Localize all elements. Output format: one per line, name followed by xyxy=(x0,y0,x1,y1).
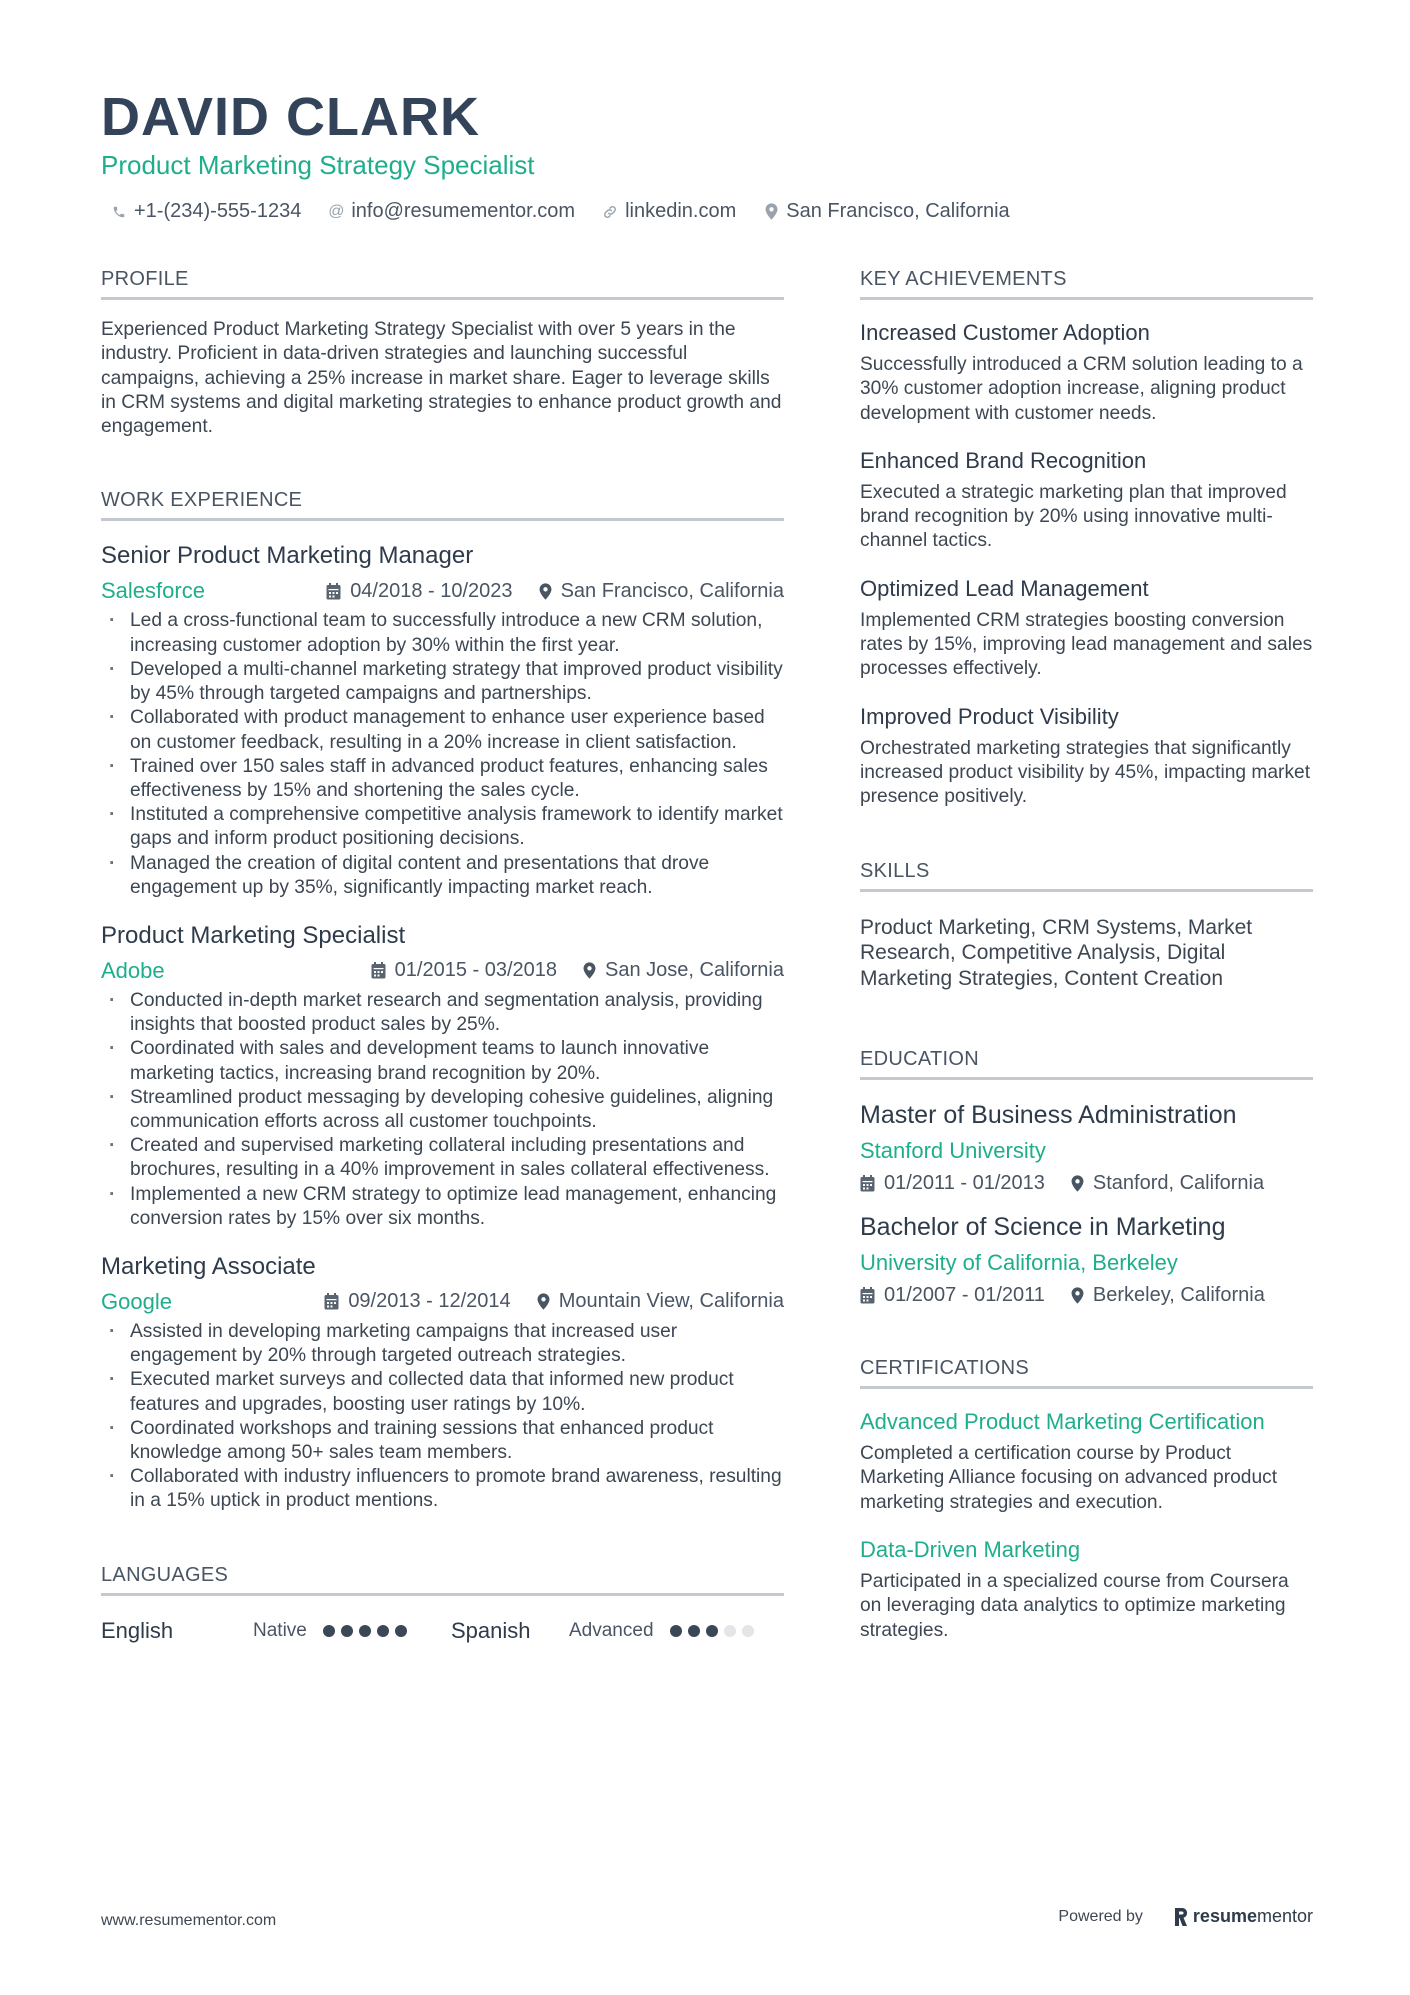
job-meta xyxy=(101,578,784,604)
language-item xyxy=(101,1618,419,1644)
job-bullet: · Collaborated with industry influencers to promote brand awareness, resulting in a 15% uptick in product mentions. xyxy=(101,1465,784,1513)
brand-logo[interactable] xyxy=(1173,1906,1313,1927)
email-icon: @ xyxy=(328,202,345,220)
job-bullet: · Streamlined product messaging by developing cohesive guidelines, aligning communication efforts across all customer touchpoints. xyxy=(101,1086,784,1134)
contact-bar xyxy=(110,200,1036,223)
profile-heading: PROFILE xyxy=(101,268,784,300)
certification-desc: Participated in a specialized course from Coursera on leveraging data analytics to optimize marketing strategies. xyxy=(860,1570,1289,1641)
job-bullet: · Collaborated with product management to enhance user experience based on customer feedback, resulting in a 20% increase in client satisfaction. xyxy=(101,706,784,754)
profile-text: Experienced Product Marketing Strategy Specialist with over 5 years in the industry. Proficient in data-driven strategies and launching successful campaigns, achieving a 25% increase in market share. Eager to leverage skills in CRM systems and digital marketing strategies to enhance product growth and engagement. xyxy=(101,319,782,438)
skills-text: Product Marketing, CRM Systems, Market Research, Competitive Analysis, Digital Marketing Strategies, Content Creation xyxy=(860,915,1253,990)
job-location xyxy=(539,580,784,603)
job-bullet: · Executed market surveys and collected data that informed new product features and upgrades, boosting user ratings by 10%. xyxy=(101,1368,784,1416)
rating-dot-filled xyxy=(377,1625,389,1637)
rating-dot-filled xyxy=(341,1625,353,1637)
certification-title: Data-Driven Marketing xyxy=(860,1536,1081,1562)
achievement-desc: Orchestrated marketing strategies that significantly increased product visibility by 45%, impacting market presence positively. xyxy=(860,737,1311,808)
achievement-title: Enhanced Brand Recognition xyxy=(860,447,1147,473)
contact-location xyxy=(762,200,1009,223)
link-icon xyxy=(601,202,619,222)
resumementor-logo-icon xyxy=(1173,1907,1189,1927)
rating-dot-filled xyxy=(706,1625,718,1637)
education-degree: Bachelor of Science in Marketing xyxy=(860,1213,1226,1242)
language-name: Spanish xyxy=(451,1617,531,1643)
job-company: Google xyxy=(101,1288,172,1314)
achievement-item xyxy=(860,576,1313,682)
profile-section xyxy=(101,268,784,439)
footer-branding xyxy=(1058,1906,1313,1927)
job-bullet: · Created and supervised marketing collateral including presentations and brochures, resulting in a 40% improvement in sales collateral effectiveness. xyxy=(101,1134,784,1182)
powered-by-label: Powered by xyxy=(1058,1907,1143,1925)
languages-section xyxy=(101,1564,784,1644)
job-location xyxy=(583,959,784,982)
location-icon xyxy=(1071,1175,1084,1192)
job-dates-text: 04/2018 - 10/2023 xyxy=(350,579,513,602)
languages-heading: LANGUAGES xyxy=(101,1564,784,1596)
education-degree: Master of Business Administration xyxy=(860,1101,1237,1130)
calendar-icon xyxy=(371,962,386,979)
achievement-title: Increased Customer Adoption xyxy=(860,320,1150,345)
job-location-text: San Jose, California xyxy=(605,959,784,982)
job-dates-text: 01/2015 - 03/2018 xyxy=(394,959,558,982)
achievement-desc: Executed a strategic marketing plan that improved brand recognition by 20% using innovative multi-channel tactics. xyxy=(860,481,1287,552)
job-bullet: · Managed the creation of digital content and presentations that drove engagement up by 35%, significantly impacting market reach. xyxy=(101,852,784,900)
education-item xyxy=(860,1101,1313,1195)
language-name: English xyxy=(101,1617,174,1643)
education-section xyxy=(860,1048,1313,1307)
left-column xyxy=(101,268,784,1644)
location-icon xyxy=(539,583,552,600)
contact-location-text: San Francisco, California xyxy=(786,200,1010,222)
phone-icon xyxy=(110,202,128,222)
language-level: Native xyxy=(253,1619,307,1641)
education-location-text: Berkeley, California xyxy=(1092,1284,1265,1307)
certifications-section xyxy=(860,1357,1313,1643)
job-bullet: · Led a cross-functional team to successfully introduce a new CRM solution, increasing customer adoption by 30% within the first year. xyxy=(101,609,784,657)
rating-dot-filled xyxy=(688,1625,700,1637)
job-location-text: Mountain View, California xyxy=(558,1290,784,1313)
job-dates xyxy=(371,959,557,982)
job-title: Product Marketing Specialist xyxy=(101,921,406,949)
education-item xyxy=(860,1213,1313,1307)
job-bullet: · Coordinated workshops and training sessions that enhanced product knowledge among 50+ sales team members. xyxy=(101,1417,784,1465)
job-dates xyxy=(324,1290,510,1313)
job-dates-text: 09/2013 - 12/2014 xyxy=(348,1290,511,1313)
brand-name-light: mentor xyxy=(1256,1906,1313,1926)
achievement-title: Optimized Lead Management xyxy=(860,575,1149,601)
language-rating xyxy=(670,1625,760,1637)
job-location-text: San Francisco, California xyxy=(560,579,784,602)
job-bullets xyxy=(101,1320,784,1514)
rating-dot-filled xyxy=(395,1625,407,1637)
calendar-icon xyxy=(326,583,341,600)
right-column xyxy=(860,268,1313,1643)
location-icon xyxy=(537,1293,550,1310)
rating-dot-empty xyxy=(742,1625,754,1637)
education-school: Stanford University xyxy=(860,1138,1046,1164)
education-dates xyxy=(860,1284,1045,1307)
calendar-icon xyxy=(860,1287,875,1304)
job-bullet: · Instituted a comprehensive competitive analysis framework to identify market gaps and inform product positioning decisions. xyxy=(101,803,784,851)
job-bullets xyxy=(101,989,784,1231)
work-section xyxy=(101,489,784,1513)
candidate-name: DAVID CLARK xyxy=(101,87,480,147)
achievement-desc: Implemented CRM strategies boosting conversion rates by 15%, improving lead management and sales processes effectively. xyxy=(860,609,1313,680)
job-entry xyxy=(101,1253,784,1514)
education-school: University of California, Berkeley xyxy=(860,1250,1178,1276)
skills-heading: SKILLS xyxy=(860,860,1313,892)
language-level: Advanced xyxy=(569,1619,654,1641)
job-company: Adobe xyxy=(101,957,165,983)
job-entry xyxy=(101,922,784,1231)
location-icon xyxy=(1071,1287,1084,1304)
education-dates-text: 01/2011 - 01/2013 xyxy=(884,1172,1045,1195)
job-bullets xyxy=(101,609,784,899)
certification-title: Advanced Product Marketing Certification xyxy=(860,1409,1265,1435)
languages-list xyxy=(101,1618,784,1644)
job-bullet: · Coordinated with sales and development teams to launch innovative marketing tactics, increasing brand recognition by 20%. xyxy=(101,1037,784,1085)
job-title: Senior Product Marketing Manager xyxy=(101,542,474,570)
job-entry xyxy=(101,542,784,899)
calendar-icon xyxy=(324,1293,339,1310)
skills-section xyxy=(860,860,1313,992)
language-item xyxy=(451,1618,760,1644)
achievement-desc: Successfully introduced a CRM solution leading to a 30% customer adoption increase, aligning product development with customer needs. xyxy=(860,354,1303,424)
location-icon xyxy=(762,202,780,222)
brand-name-bold: resume xyxy=(1192,1906,1257,1926)
job-dates xyxy=(326,580,512,603)
education-dates-text: 01/2007 - 01/2011 xyxy=(884,1284,1045,1307)
job-bullet: · Conducted in-depth market research and segmentation analysis, providing insights that boosted product sales by 25%. xyxy=(101,989,784,1037)
education-location xyxy=(1071,1172,1264,1195)
education-heading: EDUCATION xyxy=(860,1048,1313,1080)
rating-dot-filled xyxy=(323,1625,335,1637)
job-bullet: · Trained over 150 sales staff in advanced product features, enhancing sales effectiveness by 15% and shortening the sales cycle. xyxy=(101,755,784,803)
rating-dot-filled xyxy=(670,1625,682,1637)
job-bullet: · Implemented a new CRM strategy to optimize lead management, enhancing conversion rates by 15% over six months. xyxy=(101,1183,784,1231)
contact-phone-text: +1-(234)-555-1234 xyxy=(134,200,302,222)
certifications-heading: CERTIFICATIONS xyxy=(860,1357,1313,1389)
rating-dot-empty xyxy=(724,1625,736,1637)
rating-dot-filled xyxy=(359,1625,371,1637)
education-location-text: Stanford, California xyxy=(1092,1172,1265,1195)
education-dates xyxy=(860,1172,1045,1195)
job-bullet: · Assisted in developing marketing campaigns that increased user engagement by 20% through targeted outreach strategies. xyxy=(101,1320,784,1368)
contact-linkedin[interactable] xyxy=(601,200,736,223)
achievement-title: Improved Product Visibility xyxy=(860,703,1119,729)
work-heading: WORK EXPERIENCE xyxy=(101,489,784,521)
contact-email[interactable] xyxy=(327,200,575,223)
education-location xyxy=(1071,1284,1265,1307)
certification-item xyxy=(860,1537,1313,1643)
job-title: Marketing Associate xyxy=(101,1252,316,1280)
job-bullet: · Developed a multi-channel marketing strategy that improved product visibility by 45% through targeted campaigns and partnerships. xyxy=(101,658,784,706)
achievements-section xyxy=(860,268,1313,810)
contact-email-text: info@resumementor.com xyxy=(351,200,576,222)
certification-desc: Completed a certification course by Product Marketing Alliance focusing on advanced product marketing strategies and execution. xyxy=(860,1443,1278,1513)
job-meta xyxy=(101,958,784,984)
achievement-item xyxy=(860,320,1313,426)
footer-website[interactable]: www.resumementor.com xyxy=(101,1912,277,1929)
certification-item xyxy=(860,1409,1313,1515)
job-company: Salesforce xyxy=(101,578,205,604)
location-icon xyxy=(583,962,596,979)
achievement-item xyxy=(860,448,1313,554)
job-meta xyxy=(101,1289,784,1315)
achievements-heading: KEY ACHIEVEMENTS xyxy=(860,268,1313,300)
contact-phone[interactable] xyxy=(110,200,301,223)
contact-linkedin-text: linkedin.com xyxy=(625,200,737,222)
calendar-icon xyxy=(860,1175,875,1192)
candidate-title: Product Marketing Strategy Specialist xyxy=(101,150,535,180)
job-location xyxy=(537,1290,784,1313)
language-rating xyxy=(323,1625,413,1637)
achievement-item xyxy=(860,704,1313,810)
